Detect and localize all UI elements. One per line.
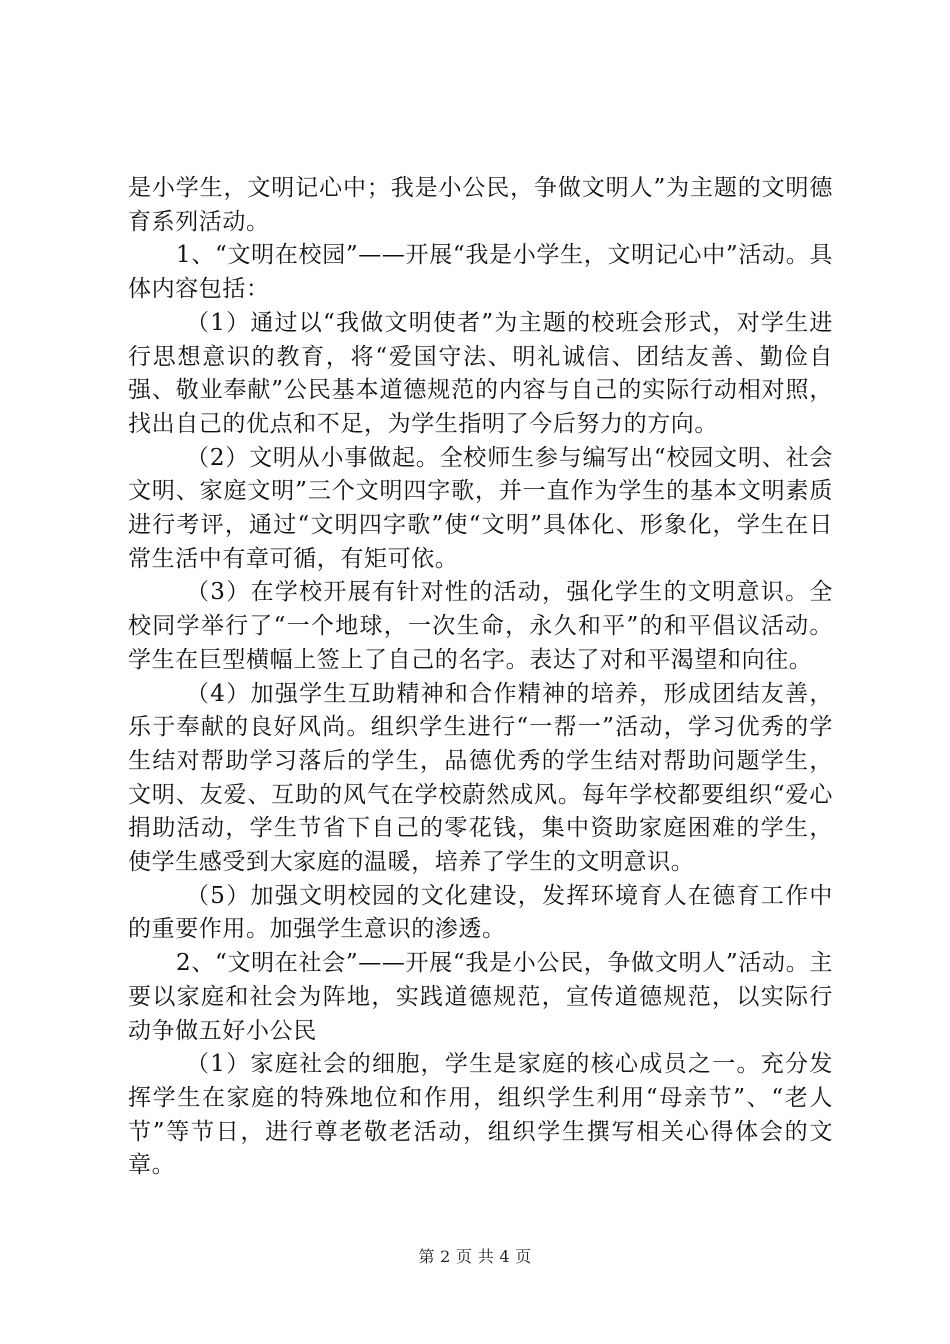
- paragraph-item-1-5: （5）加强文明校园的文化建设，发挥环境育人在德育工作中的重要作用。加强学生意识的渗透。: [128, 882, 833, 943]
- paragraph-item-1-2: （2）文明从小事做起。全校师生参与编写出“校园文明、社会文明、家庭文明”三个文明四字歌，并一直作为学生的基本文明素质进行考评，通过“文明四字歌”使“文明”具体化、形象化，学生在日常生活中有章可循，有矩可依。: [128, 444, 833, 572]
- paragraph-item-1-4: （4）加强学生互助精神和合作精神的培养，形成团结友善，乐于奉献的良好风尚。组织学生进行“一帮一”活动，学习优秀的学生结对帮助学习落后的学生，品德优秀的学生结对帮助问题学生，文明、友爱、互助的风气在学校蔚然成风。每年学校都要组织“爱心捐助活动，学生节省下自己的零花钱，集中资助家庭困难的学生，使学生感受到大家庭的温暖，培养了学生的文明意识。: [128, 680, 833, 876]
- paragraph-item-1-1: （1）通过以“我做文明使者”为主题的校班会形式，对学生进行思想意识的教育，将“爱国守法、明礼诚信、团结友善、勤俭自强、敬业奉献”公民基本道德规范的内容与自己的实际行动相对照，找出自己的优点和不足，为学生指明了今后努力的方向。: [128, 309, 833, 437]
- paragraph-section-2-heading: 2、“文明在社会”——开展“我是小公民，争做文明人”活动。主要以家庭和社会为阵地，实践道德规范，宣传道德规范，以实际行动争做五好小公民: [128, 950, 833, 1044]
- paragraph-section-1-heading: 1、“文明在校园”——开展“我是小学生，文明记心中”活动。具体内容包括：: [128, 242, 833, 303]
- paragraph-item-2-1: （1）家庭社会的细胞，学生是家庭的核心成员之一。充分发挥学生在家庭的特殊地位和作用，组织学生利用“母亲节”、“老人节”等节日，进行尊老敬老活动，组织学生撰写相关心得体会的文章。: [128, 1051, 833, 1179]
- page-number-footer: 第 2 页 共 4 页: [418, 1247, 532, 1266]
- document-body: [128, 172, 833, 1183]
- paragraph-intro-continuation: 是小学生，文明记心中；我是小公民，争做文明人”为主题的文明德育系列活动。: [128, 175, 833, 235]
- paragraph-item-1-3: （3）在学校开展有针对性的活动，强化学生的文明意识。全校同学举行了“一个地球，一次生命，永久和平”的和平倡议活动。学生在巨型横幅上签上了自己的名字。表达了对和平渴望和向往。: [128, 579, 833, 673]
